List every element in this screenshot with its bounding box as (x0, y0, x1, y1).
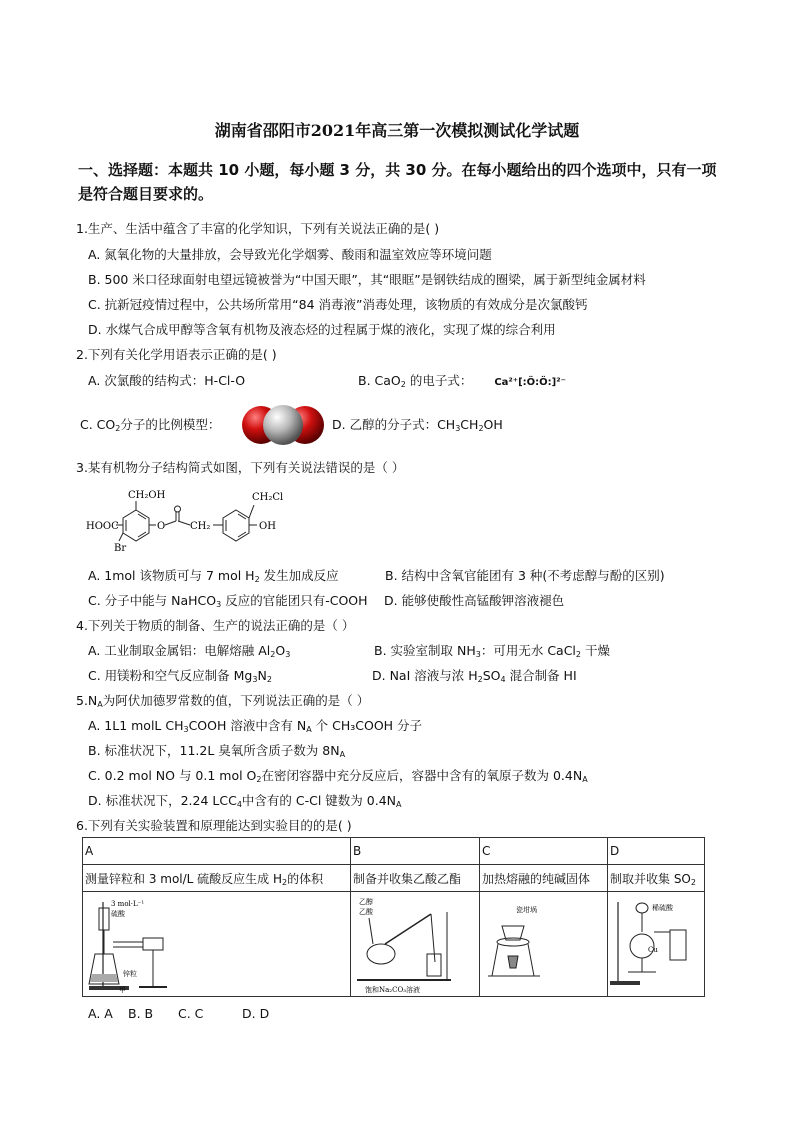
header-cell-a: A (83, 838, 351, 865)
question-6-choice-a: A. A (88, 1006, 113, 1021)
apparatus-d-diagram (608, 892, 700, 996)
description-cell-d: 制取并收集 $SO_2$ (608, 865, 705, 892)
hooc-label: HOOC (86, 521, 119, 532)
page-title: 湖南省邵阳市2021年高三第一次模拟测试化学试题 (214, 121, 580, 140)
oh-label: OH (259, 521, 276, 532)
label-jia: 甲 (119, 986, 126, 994)
br-label: Br (114, 543, 127, 554)
question-3-option-d: D. 能够使酸性高锰酸钾溶液褪色 (384, 593, 565, 608)
description-cell-a: 测量锌粒和 3 mol/L 硫酸反应生成 $H_2$的体积 (83, 865, 351, 892)
apparatus-cell-b (351, 892, 480, 997)
question-5-option-a: A. 1L1 molL $CH_3COOH$ 溶液中含有 $N_A$ 个 CH₃COOH 分子 (88, 718, 423, 734)
header-cell-b: B (351, 838, 480, 865)
experiment-table (82, 837, 705, 997)
ester-o-label: O (157, 521, 166, 532)
table-apparatus-row (83, 892, 705, 997)
label-na2co3: 饱和Na₂CO₃溶液 (365, 986, 421, 994)
ch2-label: CH₂ (190, 521, 211, 532)
organic-structure-diagram (86, 485, 316, 557)
question-6-choice-b: B. B (128, 1006, 154, 1021)
question-3-stem: 3.某有机物分子结构简式如图，下列有关说法错误的是（ ） (76, 460, 405, 475)
question-2-option-b: B. CaO$_2$ 的电子式： Ca²⁺[:Ö:Ö:]²⁻ (358, 373, 566, 389)
co2-space-filling-model (240, 402, 326, 448)
label-ethanol: 乙醇 (359, 898, 373, 906)
section-heading: 一、选择题：本题共 10 小题，每小题 3 分，共 30 分。在每小题给出的四个选项中，只有一项是符合题目要求的。 (78, 161, 717, 203)
table-description-row (83, 865, 705, 892)
apparatus-b-diagram (351, 892, 475, 996)
label-acid: 硫酸 (111, 910, 125, 918)
apparatus-c-diagram (480, 892, 603, 996)
question-4-option-c: C. 用镁粉和空气反应制备 $Mg_3N_2$ (88, 668, 272, 684)
question-1-stem: 1.生产、生活中蕴含了丰富的化学知识，下列有关说法正确的是( ) (76, 221, 440, 236)
apparatus-cell-c (480, 892, 608, 997)
label-cu: Cu (648, 946, 658, 954)
description-cell-b: 制备并收集乙酸乙酯 (351, 865, 480, 892)
question-2-stem: 2.下列有关化学用语表示正确的是( ) (76, 347, 277, 362)
question-4-option-d: D. NaI 溶液与浓 $H_2SO_4$ 混合制备 HI (372, 668, 577, 684)
apparatus-a-diagram (83, 892, 203, 996)
ch2cl-label: CH₂Cl (252, 492, 284, 503)
label-acetic: 乙酸 (359, 908, 373, 916)
ch2oh-label: CH₂OH (128, 490, 166, 501)
label-dilute-acid: 稀硫酸 (652, 904, 673, 912)
label-conc: 3 mol·L⁻¹ (111, 900, 145, 908)
question-6-choice-d: D. D (242, 1006, 270, 1021)
header-cell-c: C (480, 838, 608, 865)
question-4-stem: 4.下列关于物质的制备、生产的说法正确的是（ ） (76, 618, 355, 633)
question-1-option-b: B. 500 米口径球面射电望远镜被誉为“中国天眼”，其“眼眶”是钢铁结成的圈梁，属于新型纯金属材料 (88, 272, 646, 287)
apparatus-cell-d (608, 892, 705, 997)
question-3-option-c: C. 分子中能与 NaHCO$_3$ 反应的官能团只有-COOH (88, 593, 368, 609)
question-1-option-a: A. 氮氧化物的大量排放，会导致光化学烟雾、酸雨和温室效应等环境问题 (88, 247, 492, 262)
question-5-option-b: B. 标准状况下，11.2L 臭氧所含质子数为 $8N_A$ (88, 743, 346, 759)
question-5-option-c: C. 0.2 mol NO 与 0.1 mol $O_2$在密闭容器中充分反应后，容器中含有的氧原子数为 $0.4N_A$ (88, 768, 588, 784)
question-6-stem: 6.下列有关实验装置和原理能达到实验目的的是( ) (76, 818, 352, 833)
label-crucible: 瓷坩埚 (516, 906, 537, 914)
header-cell-d: D (608, 838, 705, 865)
description-cell-c: 加热熔融的纯碱固体 (480, 865, 608, 892)
table-header-row (83, 838, 705, 865)
question-1-option-c: C. 抗新冠疫情过程中，公共场所常用“84 消毒液”消毒处理，该物质的有效成分是次氯酸钙 (88, 297, 588, 312)
question-2-option-d: D. 乙醇的分子式：$CH_3CH_2OH$ (332, 417, 503, 433)
label-zinc: 锌粒 (123, 970, 137, 978)
question-2-option-c: C. $CO_2$分子的比例模型： (80, 417, 221, 433)
question-5-stem: $5.N_A$为阿伏加德罗常数的值，下列说法正确的是（ ） (76, 693, 370, 709)
question-5-option-d: D. 标准状况下，2.24 $LCC_4$中含有的 C-Cl 键数为 $0.4N_A$ (88, 793, 402, 809)
question-6-choice-c: C. C (178, 1006, 204, 1021)
question-3-option-a: A. 1mol 该物质可与 7 mol $H_2$ 发生加成反应 (88, 568, 339, 584)
question-2-option-a: A. 次氯酸的结构式：H-Cl-O (88, 373, 246, 388)
apparatus-cell-a (83, 892, 351, 997)
question-3-option-b: B. 结构中含氧官能团有 3 种(不考虑醇与酚的区别) (385, 568, 665, 583)
question-1-option-d: D. 水煤气合成甲醇等含氧有机物及液态烃的过程属于煤的液化，实现了煤的综合利用 (88, 322, 556, 337)
question-4-option-a: A. 工业制取金属铝：电解熔融 $Al_2O_3$ (88, 643, 291, 659)
electron-formula: Ca²⁺[:Ö:Ö:]²⁻ (494, 377, 566, 388)
question-4-option-b: B. 实验室制取 $NH_3$：可用无水 CaCl$_2$ 干燥 (374, 643, 610, 659)
